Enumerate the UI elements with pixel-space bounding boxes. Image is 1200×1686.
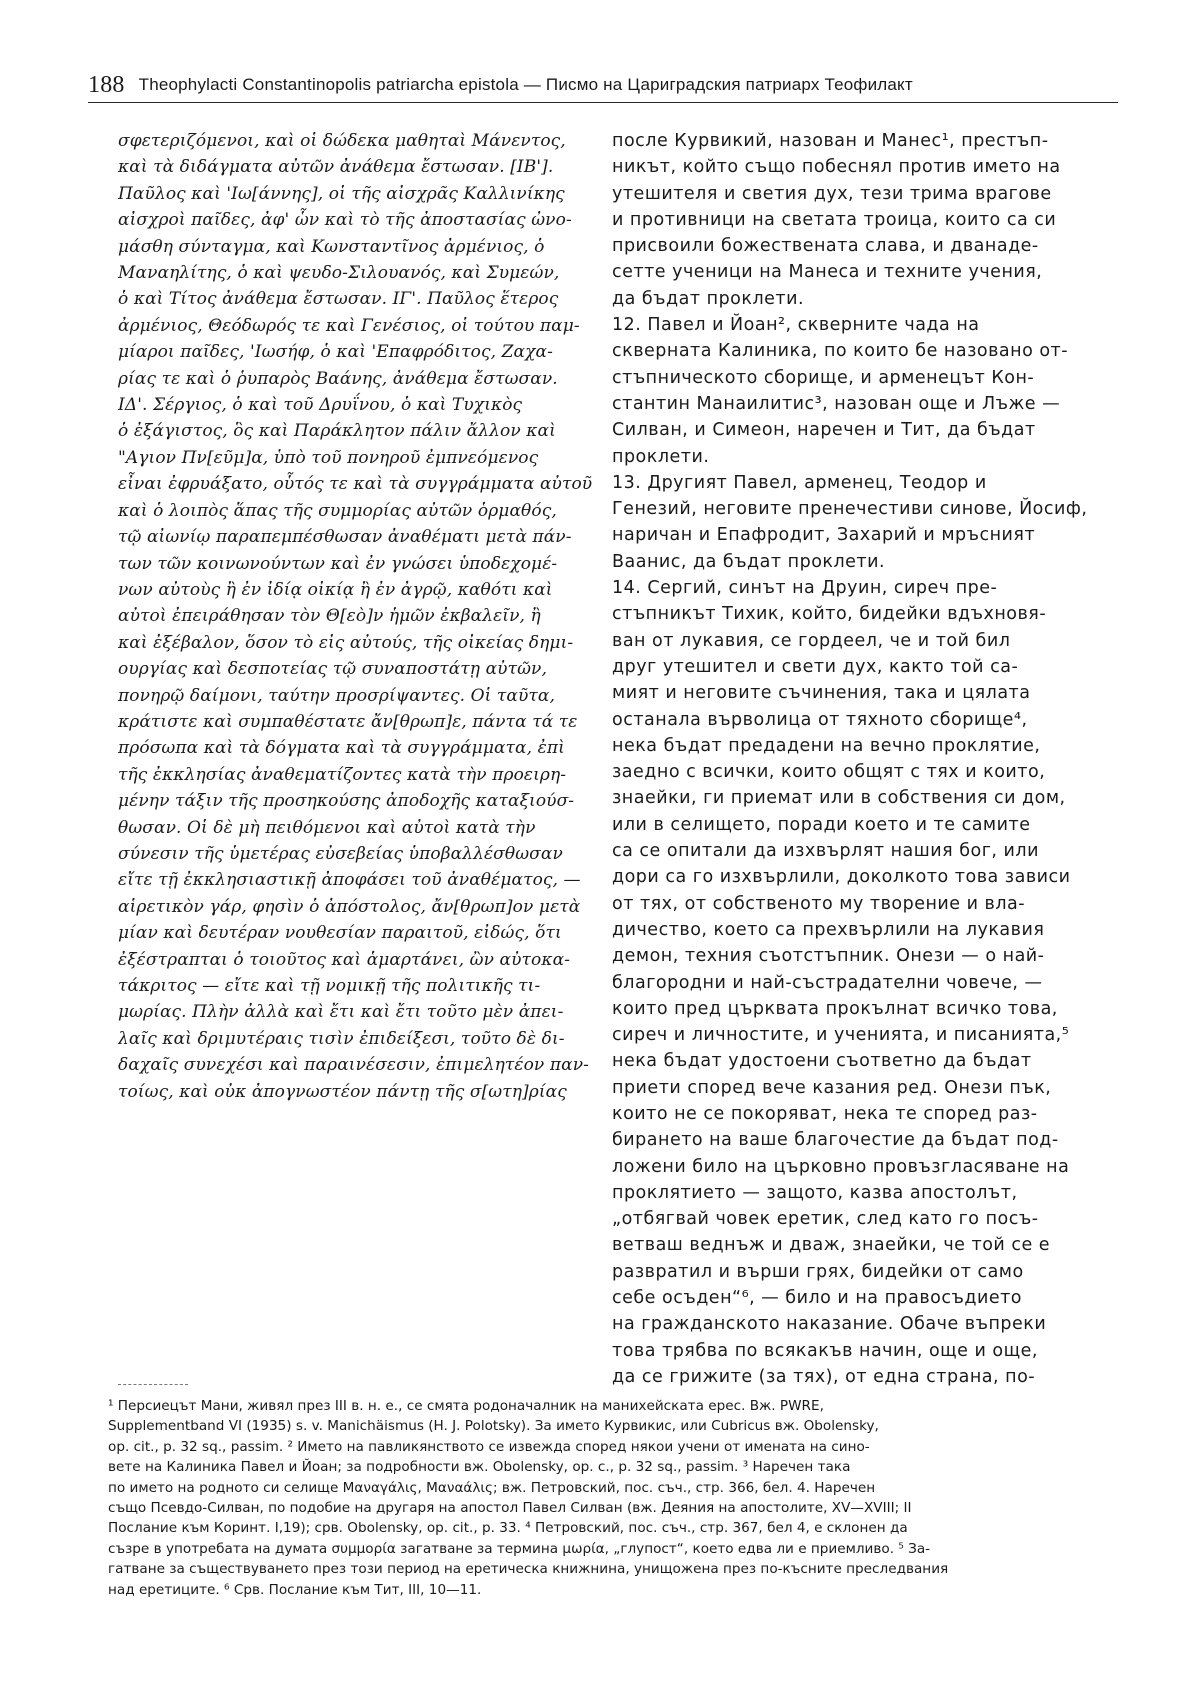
footnote-line: също Псевдо-Силван, по подобие на другаря на апостол Павел Силван (вж. Деяния на апостолите, XV—XVIII; II — [108, 1500, 912, 1517]
greek-text-line: μένην τάξιν τῆς προσηκούσης ἀποδοχῆς καταξιούσ- — [118, 791, 575, 812]
greek-text-line: ὁ ἐξάγιστος, ὃς καὶ Παράκλητον πάλιν ἄλλον καὶ — [118, 421, 556, 442]
bulgarian-text-line: са се опитали да изхвърлят нашия бог, или — [612, 841, 1039, 862]
greek-text-line: ρίας τε καὶ ὁ ῥυπαρὸς Βαάνης, ἀνάθεμα ἔστωσαν. — [118, 368, 558, 389]
greek-text-line: αὐτοὶ ἐπειράθησαν τὸν Θ[εὸ]ν ἡμῶν ἐκβαλεῖν, ἢ — [118, 606, 541, 627]
greek-text-line: ὁ καὶ Τίτος ἀνάθεμα ἔστωσαν. ΙΓ'. Παῦλος ἕτερος — [118, 289, 559, 310]
bulgarian-text-line: после Курвикий, назован и Манес¹, престъп- — [612, 131, 1049, 151]
running-header — [88, 72, 1118, 99]
greek-text-line: τῆς ἐκκλησίας ἀναθεματίζοντες κατὰ τὴν προειρη- — [118, 764, 567, 785]
footnote-line: вете на Калиника Павел и Йоан; за подробности вж. Obolensky, op. c., p. 32 sq., passim. ³ Наречен така — [108, 1459, 851, 1476]
bulgarian-text-line: сиреч и личностите, и ученията, и писанията,⁵ — [612, 1025, 1070, 1046]
bulgarian-text-line: и противници на светата троица, които са си — [612, 209, 1057, 230]
greek-text-line: τοίως, καὶ οὐκ ἀπογνωστέον πάντῃ τῆς σ[ωτη]ρίας — [118, 1081, 567, 1102]
bulgarian-text-line: които пред църквата прокълнат всичко това, — [612, 998, 1058, 1019]
bulgarian-text-line: на гражданското наказание. Обаче въпреки — [612, 1314, 1047, 1335]
greek-text-line: σύνεσιν τῆς ὑμετέρας εὐσεβείας ὑποβαλλέσθωσαν — [118, 843, 563, 864]
bulgarian-text-line: проклети. — [612, 446, 710, 467]
greek-text-line: καὶ ὁ λοιπὸς ἅπας τῆς συμμορίας αὐτῶν ὁρμαθός, — [118, 500, 557, 521]
greek-text-line: ΙΔ'. Σέργιος, ὁ καὶ τοῦ Δρυΐνου, ὁ καὶ Τυχικὸς — [118, 395, 523, 416]
greek-text-line: εἴτε τῇ ἐκκλησιαστικῇ ἀποφάσει τοῦ ἀναθέματος, — — [118, 870, 581, 891]
footnote-line: гатване за съществуването през този период на еретическа книжнина, унищожена през по-късните преследвания — [108, 1561, 949, 1578]
bulgarian-text-line: стъпническото сборище, и арменецът Кон- — [612, 367, 1035, 388]
footnote-line: ¹ Персиецът Мани, живял през III в. н. е., се смята родоначалник на манихейската ерес. Вж. PWRE, — [108, 1398, 824, 1414]
bulgarian-text-line: стантин Манаилитис³, назован още и Лъже — — [612, 393, 1061, 414]
bulgarian-text-line: дичество, което са прехвърлили на лукавия — [612, 919, 1045, 940]
bulgarian-text-line: сетте ученици на Манеса и техните учения, — [612, 262, 1043, 283]
bulgarian-text-line: Генезий, неговите пренечестиви синове, Йосиф, — [612, 499, 1088, 520]
bulgarian-text-line: демон, техния съотстъпник. Онези — о най- — [612, 946, 1045, 967]
bulgarian-text-line: ложени било на църковно провъзгласяване на — [612, 1156, 1070, 1177]
bulgarian-text-line: приети според вече казания ред. Онези пък, — [612, 1077, 1052, 1098]
greek-text-column — [118, 128, 596, 1105]
footnote-line: Supplementband VI (1935) s. v. Manichäismus (H. J. Polotsky). За името Курвикис, или Cubricus вж. Obolensky, — [108, 1418, 879, 1435]
greek-text-line: "Αγιον Πν[εῦμ]α, ὑπὸ τοῦ πονηροῦ ἐμπνεόμενος — [118, 447, 539, 468]
bulgarian-text-line: 14. Сергий, синът на Друин, сиреч пре- — [612, 578, 998, 599]
greek-text-line: Παῦλος καὶ 'Ιω[άννης], οἱ τῆς αἰσχρᾶς Καλλινίκης — [118, 183, 565, 204]
bulgarian-text-line: да се грижите (за тях), от една страна, по- — [612, 1366, 1036, 1387]
greek-text-line: ουργίας καὶ δεσποτείας τῷ συναποστάτῃ αὐτῶν, — [118, 659, 547, 680]
greek-text-line: καὶ τὰ διδάγματα αὐτῶν ἀνάθεμα ἔστωσαν. [ΙΒ']. — [118, 157, 554, 178]
bulgarian-text-line: благородни и най-състрадателни човече, — — [612, 972, 1043, 993]
greek-text-line: καὶ ἐξέβαλον, ὅσον τὸ εἰς αὐτούς, τῆς οἰκείας δημι- — [118, 632, 574, 653]
bulgarian-text-line: 13. Другият Павел, арменец, Теодор и — [612, 472, 987, 493]
bulgarian-text-line: скверната Калиника, по които бе назовано от- — [612, 341, 1069, 362]
greek-text-line: αἰσχροὶ παῖδες, ἀφ' ὧν καὶ τὸ τῆς ἀποστασίας ὠνο- — [118, 210, 572, 231]
bulgarian-text-line: развратил и върши грях, бидейки от само — [612, 1261, 1024, 1282]
bulgarian-text-line: присвоили божествената слава, и дванаде- — [612, 236, 1039, 257]
greek-text-line: λαῖς καὶ δριμυτέραις τισὶν ἐπιδείξεσι, τοῦτο δὲ δι- — [118, 1028, 565, 1049]
footnote-separator — [118, 1384, 188, 1385]
bulgarian-text-line: знаейки, ги приемат или в собствения си дом, — [612, 788, 1066, 809]
greek-text-line: τῷ αἰωνίῳ παραπεμπέσθωσαν ἀναθέματι μετὰ πάν- — [118, 527, 572, 548]
bulgarian-text-line: проклятието — защото, казва апостолът, — [612, 1182, 1018, 1203]
greek-text-line: μίαροι παῖδες, 'Ιωσήφ, ὁ καὶ 'Επαφρόδιτος, Ζαχα- — [118, 342, 553, 363]
bulgarian-text-line: дори са го изхвърлили, доколкото това зависи — [612, 867, 1071, 888]
running-title: Theophylacti Constantinopolis patriarcha epistola — Писмо на Цариградския патриарх Теофилакт — [138, 75, 913, 94]
bulgarian-text-line: Ваанис, да бъдат проклети. — [612, 551, 886, 572]
header-rule — [88, 102, 1118, 103]
bulgarian-text-line: ветваш веднъж и дваж, знаейки, че той се е — [612, 1235, 1051, 1256]
greek-text-line: θωσαν. Οἱ δὲ μὴ πειθόμενοι καὶ αὐτοὶ κατὰ τὴν — [118, 817, 536, 838]
bulgarian-text-line: Силван, и Симеон, наречен и Тит, да бъдат — [612, 420, 1036, 441]
footnote-line: Послание към Коринт. I,19); срв. Obolensky, op. cit., p. 33. ⁴ Петровский, пос. съч., стр. 367, бел 4, е склонен да — [108, 1520, 908, 1537]
bulgarian-text-line: останала върволица от тяхното сборище⁴, — [612, 709, 1028, 730]
bulgarian-text-line: да бъдат проклети. — [612, 288, 805, 309]
footnotes — [108, 1396, 1118, 1600]
greek-text-line: ἀρμένιος, Θεόδωρός τε καὶ Γενέσιος, οἱ τούτου παμ- — [118, 315, 580, 336]
bulgarian-text-line: от тях, от собственото му творение и вла- — [612, 893, 1026, 914]
greek-text-line: νων αὐτοὺς ἢ ἐν ἰδίᾳ οἰκίᾳ ἢ ἐν ἀγρῷ, καθότι καὶ — [118, 579, 553, 600]
page-number: 188 — [88, 72, 125, 98]
bulgarian-text-line: мият и неговите съчинения, така и цялата — [612, 683, 1031, 704]
greek-text-line: ἐξέστραπται ὁ τοιοῦτος καὶ ἁμαρτάνει, ὢν αὐτοκα- — [118, 949, 571, 970]
footnote-line: по името на родното си селище Μαναγάλις, Μαναάλις; вж. Петровский, пос. съч., стр. 366, бел. 4. Наречен — [108, 1479, 876, 1496]
bulgarian-text-line: заедно с всички, които общят с тях и които, — [612, 762, 1046, 783]
greek-text-line: Μαναηλίτης, ὁ καὶ ψευδο-Σιλουανός, καὶ Συμεών, — [118, 263, 560, 284]
footnote-line: op. cit., p. 32 sq., passim. ² Името на павликянството се извежда според някои учени от имената на сино- — [108, 1438, 870, 1455]
bulgarian-text-line: наричан и Епафродит, Захарий и мръсният — [612, 525, 1036, 546]
bulgarian-text-line: нека бъдат удостоени съответно да бъдат — [612, 1051, 1032, 1072]
bulgarian-text-line: себе осъден“⁶, — било и на правосъдието — [612, 1288, 1022, 1309]
greek-text-line: κράτιστε καὶ συμπαθέστατε ἄν[θρωπ]ε, πάντα τά τε — [118, 711, 578, 732]
greek-text-line: μίαν καὶ δευτέραν νουθεσίαν παραιτοῦ, εἰδώς, ὅτι — [118, 923, 562, 944]
bulgarian-text-line: „отбягвай човек еретик, след като го посъ- — [612, 1209, 1039, 1230]
bulgarian-text-line: или в селището, поради което и те самите — [612, 814, 1031, 835]
greek-text-line: πρόσωπα καὶ τὰ δόγματα καὶ τὰ συγγράμματα, ἐπὶ — [118, 738, 565, 759]
greek-text-line: αἱρετικὸν γάρ, φησὶν ὁ ἀπόστολος, ἄν[θρωπ]ον μετὰ — [118, 896, 581, 917]
greek-text-line: μωρίας. Πλὴν ἀλλὰ καὶ ἔτι καὶ ἔτι τοῦτο μὲν ἀπει- — [118, 1002, 564, 1023]
bulgarian-text-line: които не се покоряват, нека те според раз- — [612, 1103, 1038, 1124]
bulgarian-text-line: ван от лукавия, се гордеел, че и той бил — [612, 630, 1011, 651]
bulgarian-text-line: стъпникът Тихик, който, бидейки вдъхновя- — [612, 604, 1047, 625]
bulgarian-text-line: утешителя и светия дух, тези трима врагове — [612, 183, 1052, 204]
greek-text-line: των τῶν κοινωνούντων καὶ ἐν γνώσει ὑποδεχομέ- — [118, 553, 558, 574]
greek-text-line: πονηρῷ δαίμονι, ταύτην προσρίψαντες. Οἱ ταῦτα, — [118, 685, 555, 706]
bulgarian-text-line: бирането на ваше благочестие да бъдат под- — [612, 1130, 1059, 1151]
bulgarian-text-line: никът, който също побеснял против името на — [612, 157, 1061, 178]
greek-text-line: τάκριτος — εἴτε καὶ τῇ νομικῇ τῆς πολιτικῆς τι- — [118, 976, 541, 996]
bulgarian-translation-column — [612, 128, 1122, 1390]
footnote-line: съзре в употребата на думата συμμορία загатване за термина μωρία, „глупост“, което едва ли е приемливо. ⁵ За- — [108, 1540, 931, 1557]
bulgarian-text-line: нека бъдат предадени на вечно проклятие, — [612, 735, 1041, 756]
greek-text-line: σφετεριζόμενοι, καὶ οἱ δώδεκα μαθηταὶ Μάνεντος, — [118, 131, 566, 151]
bulgarian-text-line: 12. Павел и Йоан², скверните чада на — [612, 315, 980, 336]
bulgarian-text-line: това трябва по всякакъв начин, още и още, — [612, 1340, 1038, 1361]
bulgarian-text-line: друг утешител и свети дух, както той са- — [612, 656, 1019, 677]
greek-text-line: δαχαῖς συνεχέσι καὶ παραινέσεσιν, ἐπιμελητέον παν- — [118, 1055, 589, 1076]
footnote-line: над еретиците. ⁶ Срв. Послание към Тит, III, 10—11. — [108, 1581, 482, 1598]
greek-text-line: μάσθη σύνταγμα, καὶ Κωνσταντῖνος ἀρμένιος, ὁ — [118, 236, 545, 257]
greek-text-line: εἶναι ἐφρυάξατο, οὗτός τε καὶ τὰ συγγράμματα αὐτοῦ — [118, 474, 593, 495]
